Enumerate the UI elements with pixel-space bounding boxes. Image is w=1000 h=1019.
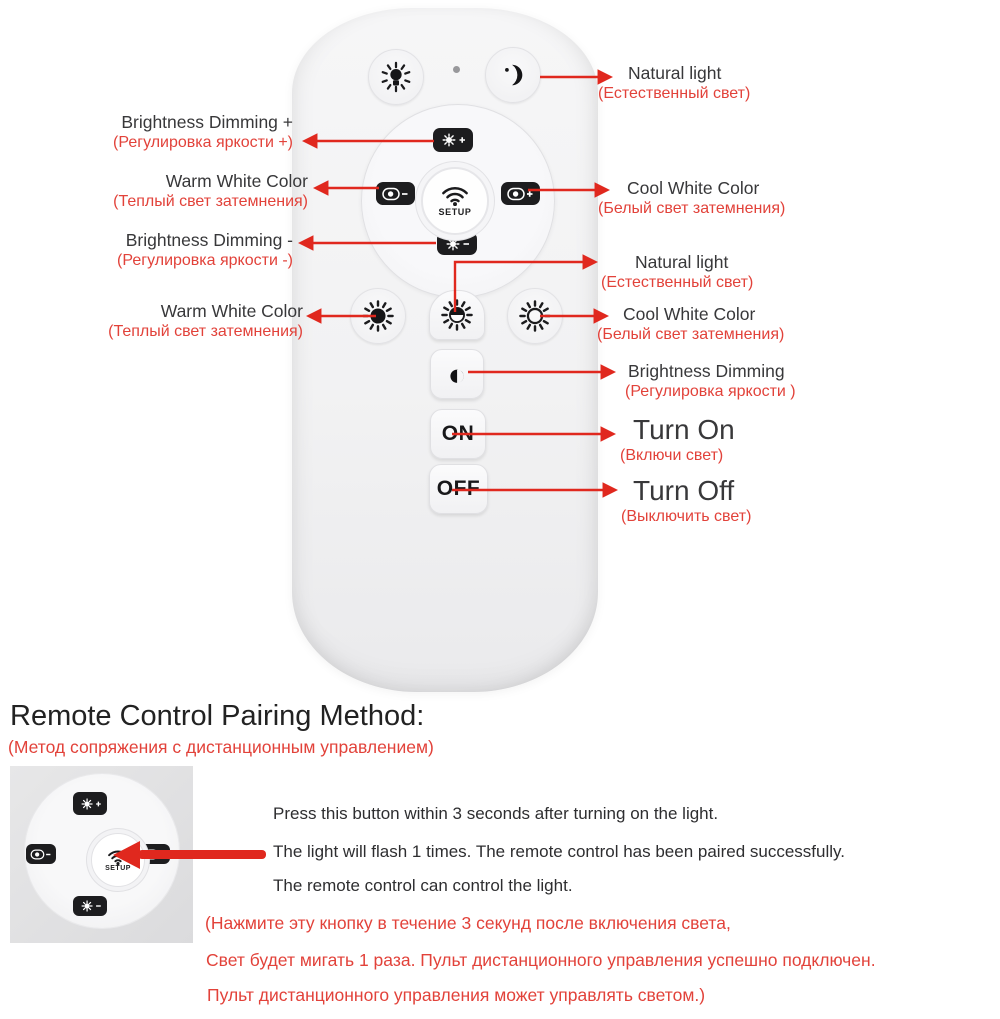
callout-en: Warm White Color bbox=[160, 301, 303, 321]
night-light-button bbox=[485, 47, 541, 103]
setup-button-label: SETUP bbox=[438, 207, 472, 217]
pairing-step-en: Press this button within 3 seconds after turning on the light. bbox=[273, 804, 719, 823]
closeup-warm-white-button bbox=[26, 844, 56, 864]
on-button bbox=[430, 409, 486, 459]
pad-warm-white-button bbox=[376, 182, 415, 205]
pairing-title-ru: (Метод сопряжения с дистанционным управлением) bbox=[8, 737, 434, 757]
cool-white-sun-button bbox=[507, 288, 563, 344]
callout-en: Cool White Color bbox=[623, 304, 756, 324]
callout-natural-light-2 bbox=[601, 252, 753, 292]
callout-brightness-dimming bbox=[625, 361, 796, 401]
sun-plus-icon bbox=[79, 798, 102, 810]
callout-ru: (Теплый свет затемнения) bbox=[113, 193, 308, 210]
sun-filled-icon bbox=[362, 300, 394, 332]
callout-cool-white-2 bbox=[597, 304, 784, 344]
callout-en: Natural light bbox=[635, 252, 729, 272]
callout-brightness-dimming-plus bbox=[113, 112, 293, 152]
callout-ru: (Белый свет затемнения) bbox=[597, 326, 785, 343]
sun-half-icon bbox=[441, 299, 473, 331]
sun-minus-icon bbox=[444, 237, 470, 251]
pairing-arrow-head bbox=[113, 841, 140, 869]
pairing-step-en: The light will flash 1 times. The remote control has been paired successfully. bbox=[273, 842, 845, 861]
callout-brightness-dimming-minus bbox=[117, 230, 293, 270]
pad-brightness-plus-button bbox=[433, 128, 473, 152]
callout-en: Brightness Dimming bbox=[628, 361, 785, 381]
callout-en: Cool White Color bbox=[627, 178, 760, 198]
callout-ru: (Естественный свет) bbox=[598, 85, 751, 102]
callout-en: Turn On bbox=[633, 414, 735, 445]
half-moon-icon: ◐ bbox=[447, 356, 467, 392]
lamp-minus-icon bbox=[30, 849, 52, 860]
callout-turn-off bbox=[621, 475, 751, 526]
callout-warm-white-2 bbox=[108, 301, 303, 341]
pad-brightness-minus-button bbox=[437, 232, 477, 255]
callout-ru: (Выключить свет) bbox=[621, 508, 752, 525]
moon-icon bbox=[499, 61, 527, 89]
off-button bbox=[429, 464, 488, 514]
callout-en: Natural light bbox=[628, 63, 722, 83]
remote-control bbox=[292, 8, 598, 692]
callout-en: Turn Off bbox=[633, 475, 735, 506]
callout-ru: (Включи свет) bbox=[620, 447, 724, 464]
wifi-icon bbox=[440, 185, 470, 206]
sun-minus-icon bbox=[79, 900, 102, 912]
on-button-label: ON bbox=[441, 422, 475, 445]
closeup-setup-label: SETUP bbox=[105, 864, 131, 872]
callout-ru: (Белый свет затемнения) bbox=[598, 200, 786, 217]
setup-pad bbox=[361, 104, 555, 298]
callout-turn-on bbox=[620, 414, 735, 465]
callout-cool-white-1 bbox=[598, 178, 785, 218]
setup-button bbox=[421, 167, 489, 235]
callout-ru: (Естественный свет) bbox=[601, 274, 754, 291]
pairing-step-ru: (Нажмите эту кнопку в течение 3 секунд после включения света, bbox=[205, 913, 731, 933]
callout-ru: (Регулировка яркости -) bbox=[117, 252, 293, 269]
bulb-light-button bbox=[368, 49, 424, 105]
pairing-arrow-line bbox=[138, 850, 266, 859]
lamp-minus-icon bbox=[382, 187, 409, 201]
callout-en: Warm White Color bbox=[165, 171, 308, 191]
callout-ru: (Регулировка яркости +) bbox=[113, 134, 293, 151]
closeup-brightness-minus-button bbox=[73, 896, 107, 916]
closeup-brightness-plus-button bbox=[73, 792, 107, 815]
callout-ru: (Теплый свет затемнения) bbox=[108, 323, 303, 340]
sun-outline-icon bbox=[519, 300, 551, 332]
pairing-step-ru: Пульт дистанционного управления может управлять светом.) bbox=[207, 985, 706, 1005]
natural-light-sun-button bbox=[429, 290, 485, 340]
brightness-dimming-button bbox=[430, 349, 484, 399]
callout-warm-white-1 bbox=[113, 171, 308, 211]
led-indicator-dot bbox=[453, 66, 460, 73]
callout-ru: (Регулировка яркости ) bbox=[625, 383, 796, 400]
pairing-step-en: The remote control can control the light. bbox=[273, 876, 573, 895]
pairing-title: Remote Control Pairing Method: bbox=[10, 700, 425, 732]
warm-white-sun-button bbox=[350, 288, 406, 344]
bulb-rays-icon bbox=[380, 61, 412, 93]
callout-natural-light-top bbox=[598, 63, 750, 103]
sun-plus-icon bbox=[440, 133, 466, 147]
callout-en: Brightness Dimming + bbox=[121, 112, 293, 132]
off-button-label: OFF bbox=[436, 477, 481, 500]
callout-en: Brightness Dimming - bbox=[125, 230, 293, 250]
pairing-step-ru: Свет будет мигать 1 раза. Пульт дистанционного управления успешно подключен. bbox=[206, 950, 876, 970]
lamp-plus-icon bbox=[507, 187, 534, 201]
pad-cool-white-button bbox=[501, 182, 540, 205]
